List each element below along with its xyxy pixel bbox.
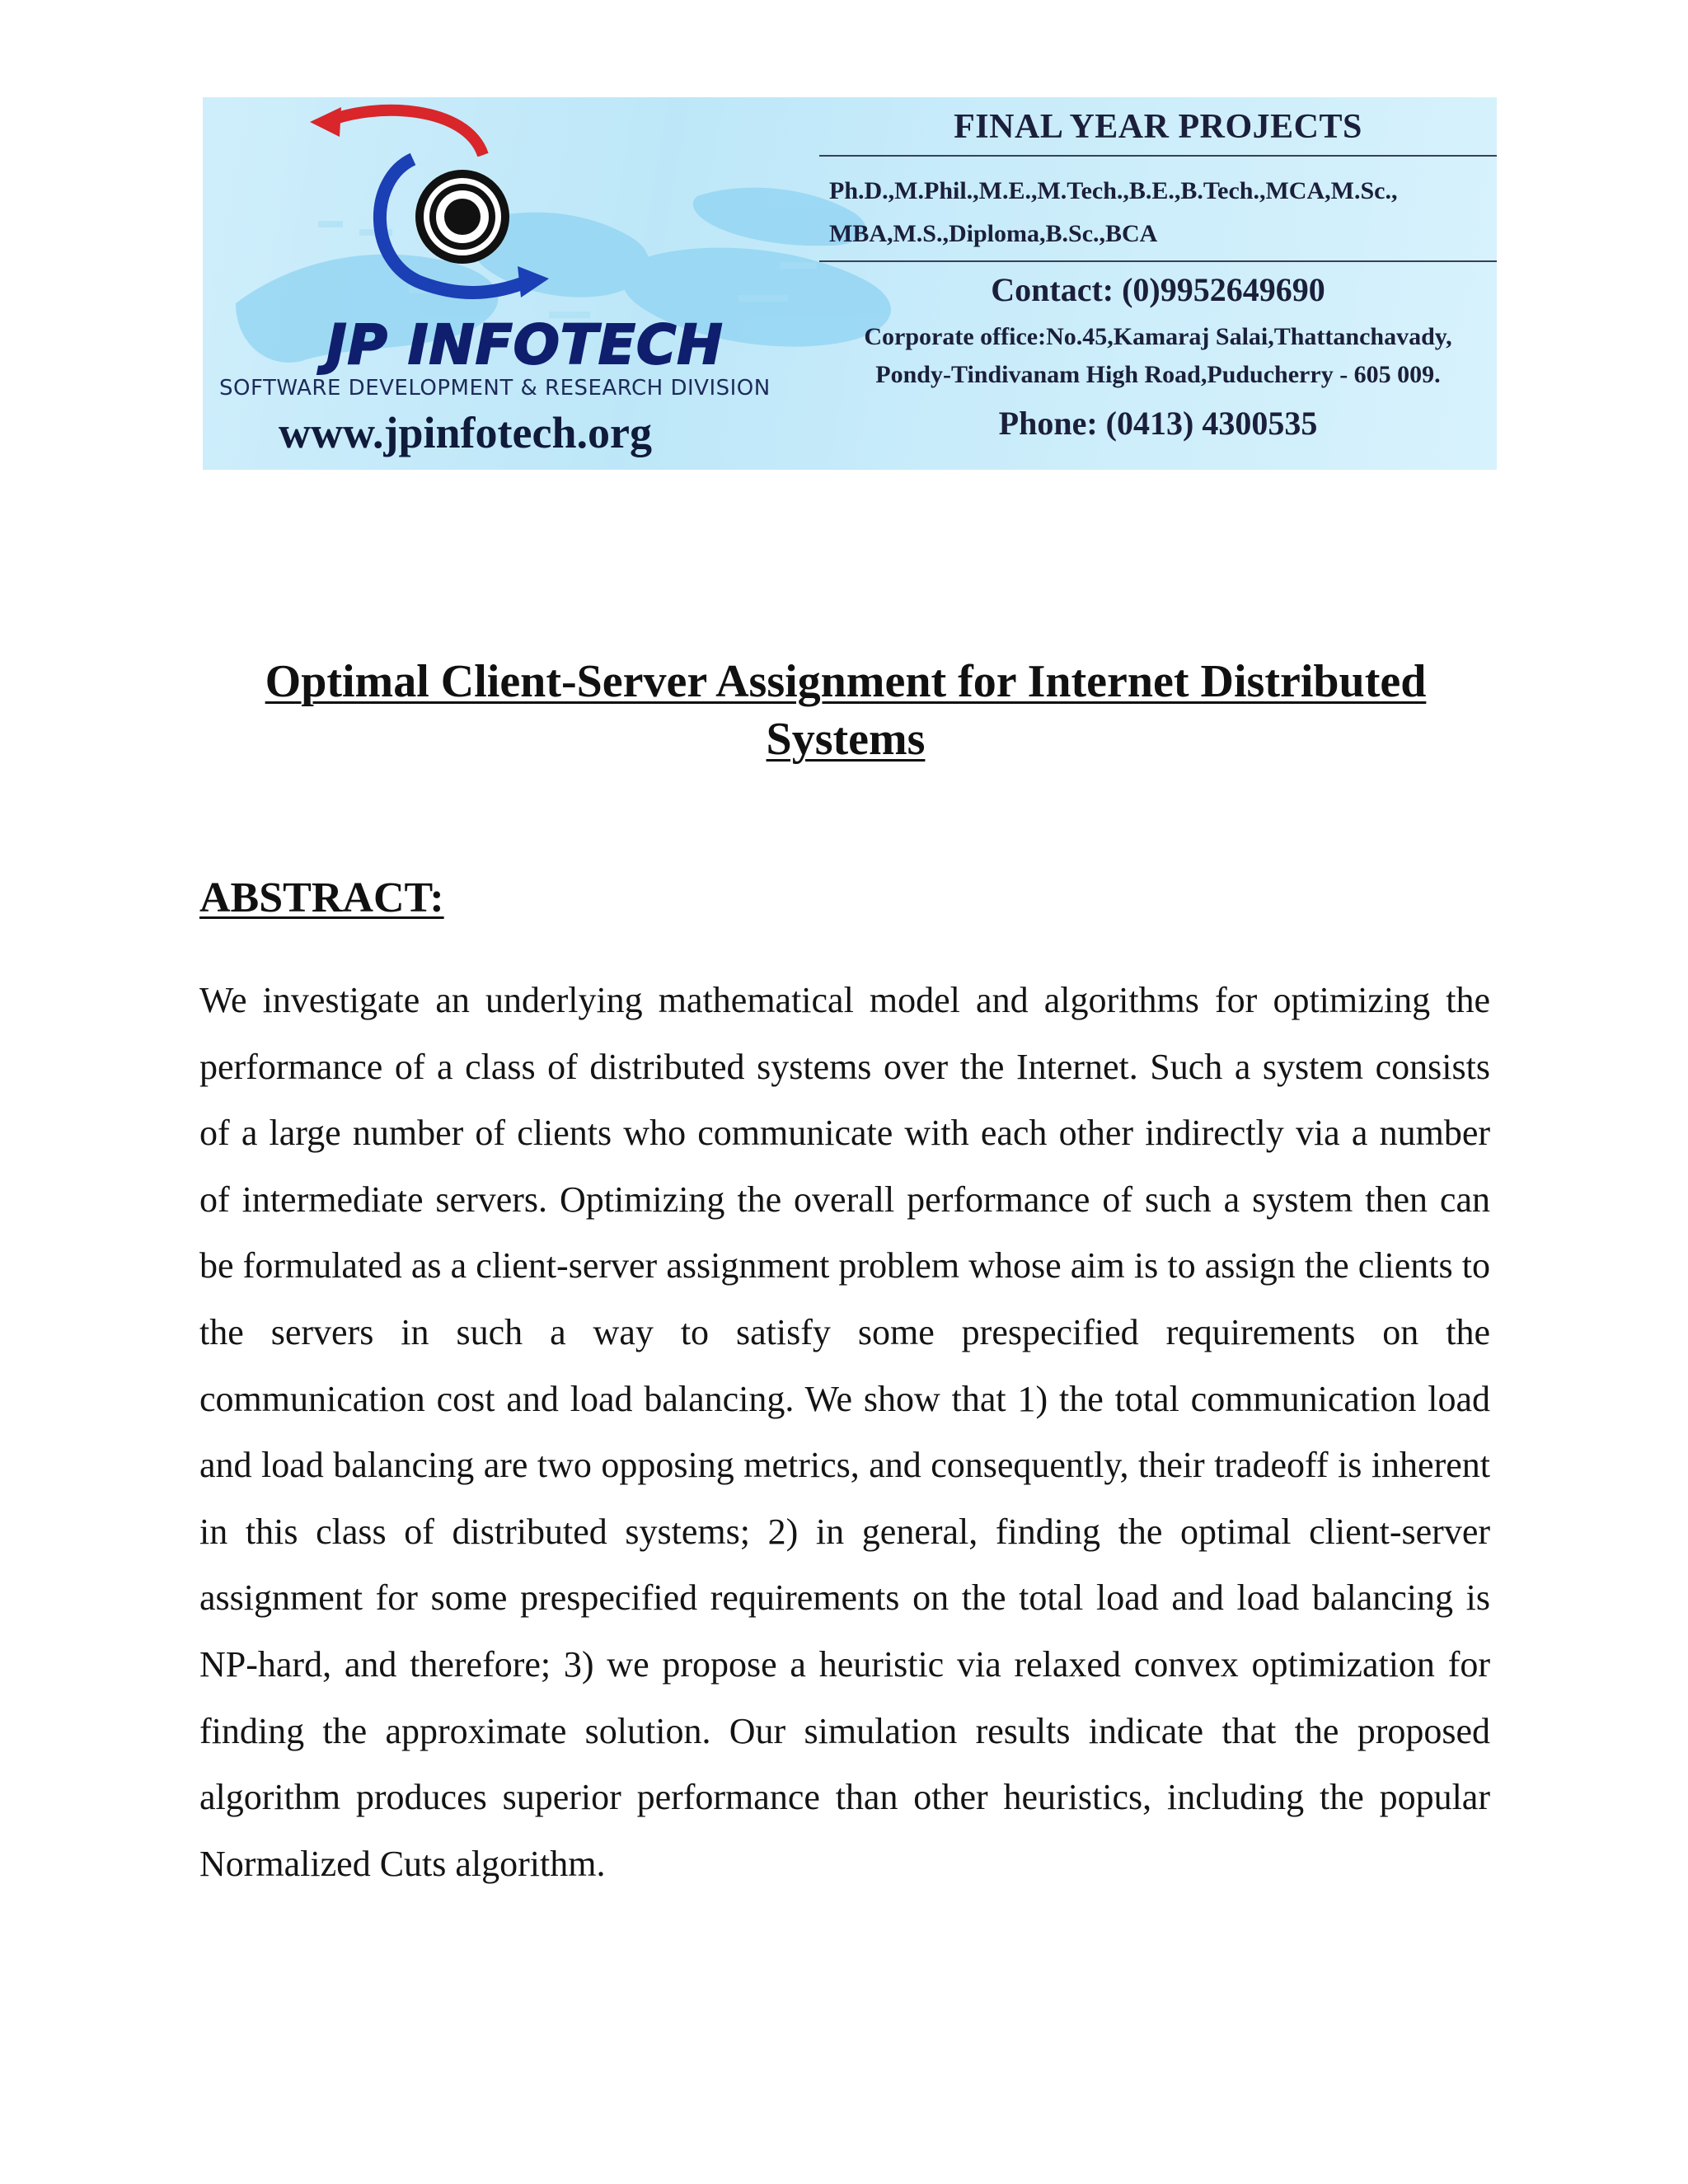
divider (819, 260, 1497, 262)
brand-name: JP INFOTECH (326, 313, 724, 377)
document-title: Optimal Client-Server Assignment for Internet Distributed Systems (265, 656, 1427, 765)
divider (819, 155, 1497, 157)
address-line: Pondy-Tindivanam High Road,Puducherry - 605 009. (875, 361, 1441, 388)
address-line: Corporate office:No.45,Kamaraj Salai,Thattanchavady, (864, 323, 1452, 350)
brand-subtitle: SOFTWARE DEVELOPMENT & RESEARCH DIVISION (219, 376, 771, 401)
office-address (819, 318, 1497, 394)
phone-number: Phone: (0413) 4300535 (998, 405, 1318, 442)
abstract-heading: ABSTRACT: (199, 874, 444, 921)
contact-panel (819, 97, 1497, 470)
header-banner (203, 97, 1497, 470)
degree-line: Ph.D.,M.Phil.,M.E.,M.Tech.,B.E.,B.Tech.,MCA,M.Sc., (829, 177, 1398, 204)
degree-list (829, 170, 1397, 255)
contact-number: Contact: (0)9952649690 (991, 271, 1325, 308)
website-link[interactable]: www.jpinfotech.org (279, 408, 652, 457)
banner-heading: FINAL YEAR PROJECTS (954, 108, 1362, 146)
degree-line: MBA,M.S.,Diploma,B.Sc.,BCA (829, 220, 1158, 247)
abstract-paragraph: We investigate an underlying mathematical model and algorithms for optimizing the performance of a class of distributed systems over the Internet. Such a system consists of a large number of clients who communicate with each other indirectly via a number of intermediate servers. Optimizing the overall performance of such a system then can be formulated as a client-server assignment problem whose aim is to assign the clients to the servers in such a way to satisfy some prespecified requirements on the communication cost and load balancing. We show that 1) the total communication load and load balancing are two opposing metrics, and consequently, their tradeoff is inherent in this class of distributed systems; 2) in general, finding the optimal client-server assignment for some prespecified requirements on the total load and load balancing is NP-hard, and therefore; 3) we propose a heuristic via relaxed convex optimization for finding the approximate solution. Our simulation results indicate that the proposed algorithm produces superior performance than other heuristics, including the popular Normalized Cuts algorithm. (199, 980, 1490, 1884)
